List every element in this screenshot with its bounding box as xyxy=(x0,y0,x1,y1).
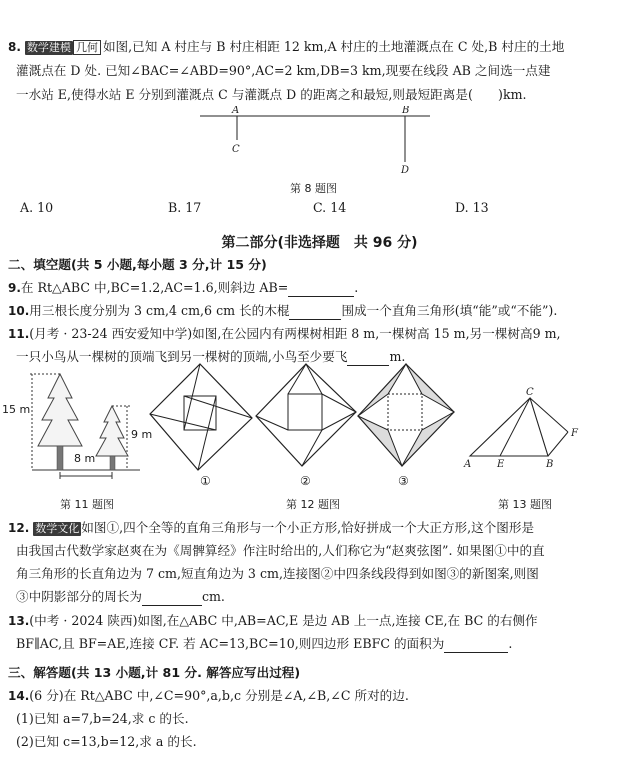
q9-line xyxy=(8,279,358,297)
q13-text-2: BF∥AC,且 BF=AE,连接 CF. 若 AC=13,BC=10,则四边形 EBFC 的面积为 xyxy=(16,636,445,651)
q12-unit: cm. xyxy=(201,589,225,604)
q12-text-3: 角三角形的长直角边为 7 cm,短直角边为 3 cm,连接图②中四条线段得到如图③的新图案,则图 xyxy=(16,566,539,581)
q8-text-2: 灌溉点在 D 处. 已知∠BAC=∠ABD=90°,AC=2 km,DB=3 km,现要在线段 AB 之间选一点建 xyxy=(16,63,551,78)
part2-title: 第二部分(非选择题 共 96 分) xyxy=(221,235,418,251)
q11-caption: 第 11 题图 xyxy=(60,498,114,511)
q8-caption: 第 8 题图 xyxy=(290,182,337,195)
q12-label-2: ② xyxy=(300,474,311,488)
q8-option-a: A. 10 xyxy=(20,200,54,215)
q14-number: 14. xyxy=(8,689,30,703)
q12-label-1: ① xyxy=(200,474,211,488)
q13-line1 xyxy=(8,612,538,630)
q8-text-3: 一水站 E,使得水站 E 分别到灌溉点 C 与灌溉点 D 的距离之和最短,则最短距离是( )km. xyxy=(16,87,527,102)
q9-text: 在 Rt△ABC 中,BC=1.2,AC=1.6,则斜边 AB= xyxy=(20,280,289,295)
q13-label-B: B xyxy=(546,459,554,470)
q12-figure-1 xyxy=(150,364,252,470)
q13-label-E: E xyxy=(497,459,505,470)
q13-answer-blank[interactable] xyxy=(444,635,508,653)
q14-text: (6 分)在 Rt△ABC 中,∠C=90°,a,b,c 分别是∠A,∠B,∠C 所对的边. xyxy=(29,688,409,703)
q9-answer-blank[interactable] xyxy=(288,279,354,297)
q12-tag-culture: 数学文化 xyxy=(35,522,80,535)
q10-text-1: 用三根长度分别为 3 cm,4 cm,6 cm 长的木棍 xyxy=(29,303,290,318)
q8-option-d: D. 13 xyxy=(455,200,489,215)
solve-section-heading: 三、解答题(共 13 小题,计 81 分. 解答应写出过程) xyxy=(8,665,301,680)
q13-figure xyxy=(460,386,590,472)
q11-distance: 8 m xyxy=(74,452,96,465)
q9-number: 9. xyxy=(8,281,21,295)
q11-height-15: 15 m xyxy=(2,403,31,416)
q13-label-F: F xyxy=(571,428,578,439)
q11-height-9: 9 m xyxy=(131,428,153,441)
q8-number: 8. xyxy=(8,40,21,54)
q12-answer-blank[interactable] xyxy=(142,588,202,606)
q10-answer-blank[interactable] xyxy=(289,302,341,320)
q12-text-4: ③中阴影部分的周长为 xyxy=(16,589,142,604)
q11-number: 11. xyxy=(8,327,30,341)
fill-section-heading: 二、填空题(共 5 小题,每小题 3 分,计 15 分) xyxy=(8,257,267,272)
q13-text-1: (中考 · 2024 陕西)如图,在△ABC 中,AB=AC,E 是边 AB 上一点,连接 CE,在 BC 的右侧作 xyxy=(29,613,538,628)
q13-line2 xyxy=(16,635,512,653)
q14-sub1: (1)已知 a=7,b=24,求 c 的长. xyxy=(16,711,189,726)
q8-text-1: 如图,已知 A 村庄与 B 村庄相距 12 km,A 村庄的土地灌溉点在 C 处,B 村庄的土地 xyxy=(102,39,565,54)
q12-text-1: 如图①,四个全等的直角三角形与一个小正方形,恰好拼成一个大正方形,这个图形是 xyxy=(81,520,535,535)
q8-label-B: B xyxy=(402,106,410,116)
q11-unit: m. xyxy=(389,349,406,364)
q12-label-3: ③ xyxy=(398,474,409,488)
q8-option-b: B. 17 xyxy=(168,200,202,215)
q8-label-A: A xyxy=(232,106,240,116)
q12-figure-3 xyxy=(358,364,454,466)
q12-number: 12. xyxy=(8,521,30,535)
q11-text-1: (月考 · 23-24 西安爱知中学)如图,在公园内有两棵树相距 8 m,一棵树高 15 m,另一棵树高9 m, xyxy=(29,326,561,341)
q12-caption: 第 12 题图 xyxy=(286,498,340,511)
q8-tag-geometry: 几何 xyxy=(73,40,101,55)
q14-sub2: (2)已知 c=13,b=12,求 a 的长. xyxy=(16,734,197,749)
q13-number: 13. xyxy=(8,614,30,628)
q9-end: . xyxy=(354,280,359,295)
q8-label-C: C xyxy=(232,144,240,155)
q12-line4 xyxy=(16,588,225,606)
q14-line xyxy=(8,687,409,705)
q11-line1 xyxy=(8,325,561,343)
q12-text-2: 由我国古代数学家赵爽在为《周髀算经》作注时给出的,人们称它为“赵爽弦图”. 如果图①中的直 xyxy=(16,543,545,558)
q13-label-C: C xyxy=(526,387,534,398)
q10-text-2: 围成一个直角三角形(填“能”或“不能”). xyxy=(341,303,558,318)
q8-tag-modeling: 数学建模 xyxy=(26,41,71,54)
q8-option-c: C. 14 xyxy=(313,200,347,215)
q13-end: . xyxy=(508,636,513,651)
q8-label-D: D xyxy=(401,165,410,176)
q12-figure-2 xyxy=(256,364,356,466)
q12-line1 xyxy=(8,519,534,537)
q13-label-A: A xyxy=(464,459,472,470)
q12-figure xyxy=(148,360,458,488)
q10-number: 10. xyxy=(8,304,30,318)
q11-text-2: 一只小鸟从一棵树的顶端飞到另一棵树的顶端,小鸟至少要飞 xyxy=(16,349,348,364)
q8-figure xyxy=(190,106,440,178)
q13-caption: 第 13 题图 xyxy=(498,498,552,511)
q10-line xyxy=(8,302,557,320)
q8-line1 xyxy=(8,38,564,56)
